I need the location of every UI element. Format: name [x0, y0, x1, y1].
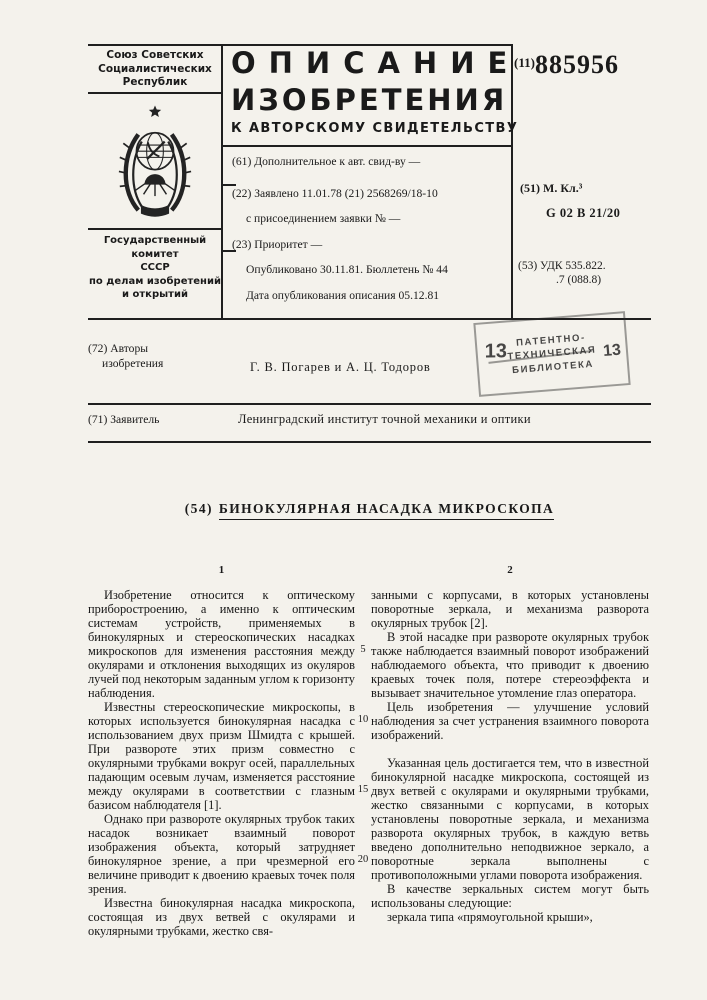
paragraph: занными с корпусами, в которых установлены поворотные зеркала, и механизма разворота окулярных трубок [2].: [371, 588, 649, 630]
biblio-description-date: Дата опубликования описания 05.12.81: [246, 289, 440, 302]
document-subtitle: К АВТОРСКОМУ СВИДЕТЕЛЬСТВУ: [231, 121, 519, 136]
stamp-text-line-2: ТЕХНИЧЕСКАЯ: [507, 344, 597, 363]
document-title-line-2: ИЗОБРЕТЕНИЯ: [231, 83, 508, 117]
committee-line-3: по делам изобретений: [89, 275, 221, 287]
invention-title-text: БИНОКУЛЯРНАЯ НАСАДКА МИКРОСКОПА: [219, 501, 554, 520]
paragraph: Известны стереоскопические микроскопы, в которых используется бинокулярная насадка с использованием двух призм Шмидта с крышей. При развороте этих призм совместно с окулярными трубками вокруг осей, параллельных падающим осевым лучам, изменяется расстояние между окулярами в соответствии с глазным базисом наблюдателя [1].: [88, 700, 355, 812]
publication-number: [514, 50, 619, 80]
committee-line-1: Государственный комитет: [103, 235, 207, 260]
int-class-code: (51) М. Кл.³: [520, 181, 583, 195]
library-stamp: [473, 311, 630, 397]
authors-label: [88, 341, 163, 371]
vertical-rule-right: [511, 44, 513, 320]
column-2-number: 2: [507, 564, 513, 576]
emblem-box-divider: [88, 228, 221, 230]
authors-label-line-1: (72) Авторы: [88, 342, 149, 355]
biblio-tick-1: [222, 184, 236, 186]
stamp-number-right: 13: [602, 341, 622, 360]
subtitle-divider: [222, 145, 511, 147]
stamp-number-left: 13: [484, 340, 508, 363]
document-title-line-1: ОПИСАНИЕ: [231, 46, 521, 80]
invention-title: [88, 501, 651, 517]
authors-names: Г. В. Погарев и А. Ц. Тодоров: [250, 360, 431, 374]
udc-value: .7 (088.8): [556, 274, 602, 286]
margin-line-number-5: 5: [360, 644, 366, 655]
ussr-coat-of-arms-emblem: [111, 96, 199, 224]
biblio-supplement: (61) Дополнительное к авт. свид-ву —: [232, 155, 421, 168]
stamp-text-line-3: БИБЛИОТЕКА: [511, 358, 595, 376]
invention-title-code: (54): [184, 501, 213, 516]
committee-line-2: СССР: [140, 262, 170, 273]
applicant-label: (71) Заявитель: [88, 413, 160, 426]
union-box-divider: [88, 92, 221, 94]
authors-bottom-rule: [88, 403, 651, 405]
udc-code: (53) УДК 535.822.: [518, 260, 606, 272]
paragraph: Указанная цель достигается тем, что в известной бинокулярной насадке микроскопа, состоящей из двух ветвей с окулярами и окулярными трубками, жестко связанными с корпусами, в которых установлены поворотные зеркала, и механизма разворота окулярных трубок, в каждую ветвь введено дополнительно неподвижное зеркало, а поворотные зеркала выполнены с противоположными углами поворота изображения.: [371, 756, 649, 882]
paragraph: Изобретение относится к оптическому приборостроению, а именно к оптическим системам устройств, применяемых в бинокулярных и стереоскопических насадках микроскопов для изменения расстояния между окулярами и отклонения выходящих из окуляров лучей под некоторым заданным углом к горизонту наблюдения.: [88, 588, 355, 700]
biblio-priority: (23) Приоритет —: [232, 238, 323, 251]
biblio-published: Опубликовано 30.11.81. Бюллетень № 44: [246, 263, 448, 276]
state-committee-caption: [88, 234, 222, 302]
paragraph: В качестве зеркальных систем могут быть использованы следующие:: [371, 882, 649, 910]
union-line-2: Социалистических: [98, 62, 212, 75]
body-column-2: [371, 588, 649, 924]
union-line-3: Республик: [122, 76, 188, 88]
applicant-bottom-rule: [88, 441, 651, 443]
paragraph: Известна бинокулярная насадка микроскопа, состоящая из двух ветвей с окулярами и окулярными трубками, жестко свя-: [88, 896, 355, 938]
paragraph: Цель изобретения — улучшение условий наблюдения за счет устранения взаимного поворота изображений.: [371, 700, 649, 742]
union-caption: [88, 49, 222, 90]
paragraph: В этой насадке при развороте окулярных трубок также наблюдается взаимный поворот изображений наблюдаемого объекта, что приводит к двоению краевых точек поля, потере стереоэффекта и вызывает значительное утомление глаз оператора.: [371, 630, 649, 700]
authors-label-line-2: изобретения: [102, 357, 164, 370]
body-column-1: [88, 588, 355, 938]
column-1-number: 1: [218, 564, 225, 576]
biblio-filed: (22) Заявлено 11.01.78 (21) 2568269/18-10: [232, 187, 438, 200]
biblio-joined-application: с присоединением заявки № —: [246, 212, 401, 225]
publication-number-value: 885956: [534, 50, 619, 79]
margin-line-number-20: 20: [357, 854, 369, 865]
union-line-1: Союз Советских: [106, 49, 204, 61]
paragraph: зеркала типа «прямоугольной крыши»,: [387, 910, 593, 924]
publication-number-code: (11): [514, 55, 535, 70]
margin-line-number-15: 15: [357, 784, 369, 795]
margin-line-number-10: 10: [357, 714, 369, 725]
stamp-text-line-1: ПАТЕНТНО-: [515, 332, 587, 349]
int-class-value: G 02 B 21/20: [546, 206, 621, 220]
committee-line-4: и открытий: [122, 289, 188, 300]
stamp-text: [506, 330, 598, 377]
applicant-name: Ленинградский институт точной механики и оптики: [238, 412, 531, 426]
paragraph: Однако при развороте окулярных трубок таких насадок возникает взаимный поворот изображения объекта, который затрудняет бинокулярное зрение, а при чрезмерной его величине приводит к двоению краевых точек поля зрения.: [88, 812, 355, 896]
